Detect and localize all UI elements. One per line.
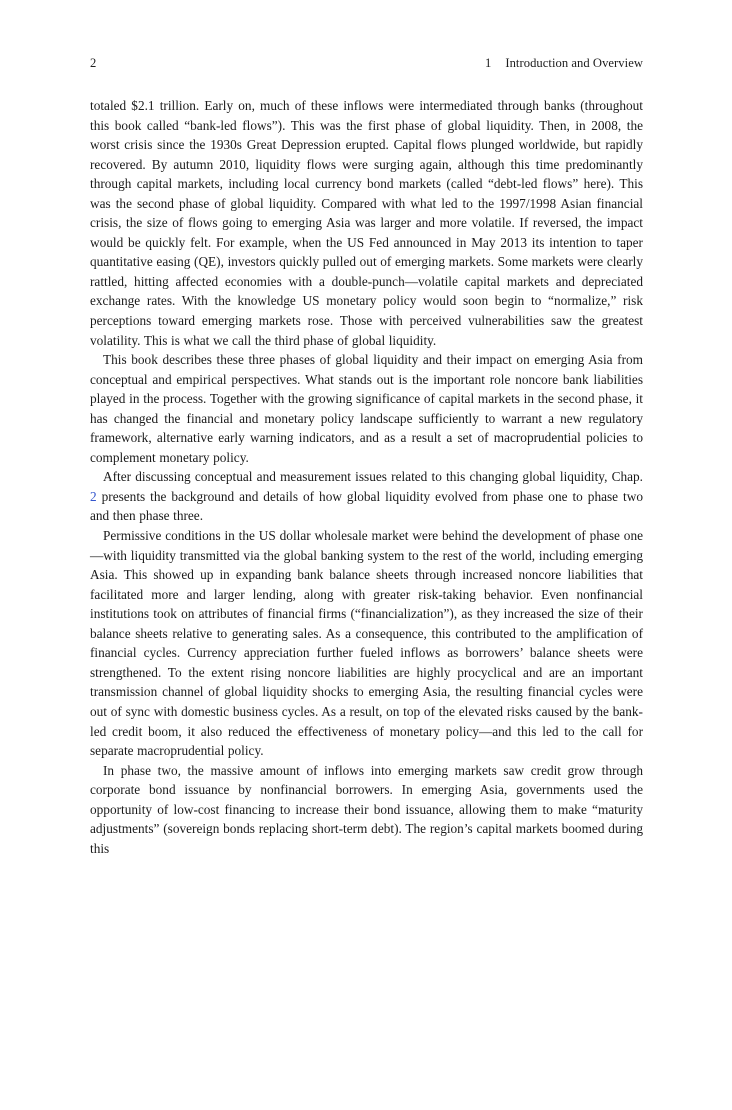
paragraph-3-text-after-link: presents the background and details of how global liquidity evolved from phase one to phase two and then phase three. (90, 488, 643, 524)
body-text-block (90, 96, 643, 858)
paragraph-4: Permissive conditions in the US dollar wholesale market were behind the development of phase one—with liquidity transmitted via the global banking system to the rest of the world, including emerging Asia. This showed up in expanding bank balance sheets through increased noncore liabilities that facilitated more and larger lending, along with greater risk-taking behavior. Even nonfinancial institutions took on attributes of financial firms (“financialization”), as they increased the size of their balance sheets relative to generating sales. As a consequence, this contributed to the amplification of financial cycles. Currency appreciation further fueled inflows as borrowers’ balance sheets were strengthened. To the extent rising noncore liabilities are highly procyclical and are an important transmission channel of global liquidity shocks to emerging Asia, the resulting financial cycles were out of sync with domestic business cycles. As a result, on top of the elevated risks caused by the bank-led credit boom, it also reduced the effectiveness of monetary policy—and this led to the call for separate macroprudential policy. (90, 528, 643, 759)
paragraph-5: In phase two, the massive amount of inflows into emerging markets saw credit grow through corporate bond issuance by nonfinancial borrowers. In emerging Asia, governments used the opportunity of low-cost financing to increase their bond issuance, allowing them to make “maturity adjustments” (sovereign bonds replacing short-term debt). The region’s capital markets boomed during this (90, 762, 643, 856)
paragraph-1: totaled $2.1 trillion. Early on, much of these inflows were intermediated through banks (throughout this book called “bank-led flows”). This was the first phase of global liquidity. Then, in 2008, the worst crisis since the 1930s Great Depression erupted. Capital flows plunged worldwide, but rapidly recovered. By autumn 2010, liquidity flows were surging again, although this time predominantly through capital markets, including local currency bond markets (called “debt-led flows” here). This was the second phase of global liquidity. Compared with what led to the 1997/1998 Asian financial crisis, the size of flows going to emerging Asia was larger and more volatile. If reversed, the impact would be quickly felt. For example, when the US Fed announced in May 2013 its intention to taper quantitative easing (QE), investors quickly pulled out of emerging markets. Some markets were clearly rattled, hitting affected economies with a double-punch—volatile capital markets and depreciated exchange rates. With the knowledge US monetary policy would soon begin to “normalize,” risk perceptions toward emerging markets rose. Those with perceived vulnerabilities saw the greatest volatility. This is what we call the third phase of global liquidity. (90, 98, 643, 348)
paragraph-2: This book describes these three phases of global liquidity and their impact on emerging Asia from conceptual and empirical perspectives. What stands out is the important role noncore bank liabilities played in the process. Together with the growing significance of capital markets in the second phase, it has changed the financial and monetary policy landscape sufficiently to warrant a new regulatory framework, alternative early warning indicators, and as a result a set of macroprudential policies to complement monetary policy. (90, 352, 643, 465)
running-head (90, 55, 643, 71)
chapter-cross-reference-link[interactable]: 2 (90, 488, 97, 504)
paragraph-3 (90, 467, 643, 526)
running-head-chapter-number: 1 (485, 56, 492, 70)
running-head-chapter-title: Introduction and Overview (505, 56, 643, 70)
paragraph-3-text-before-link: After discussing conceptual and measurement issues related to this changing global liquidity, Chap. (103, 469, 643, 485)
running-head-chapter (485, 55, 643, 71)
page-number: 2 (90, 56, 97, 70)
